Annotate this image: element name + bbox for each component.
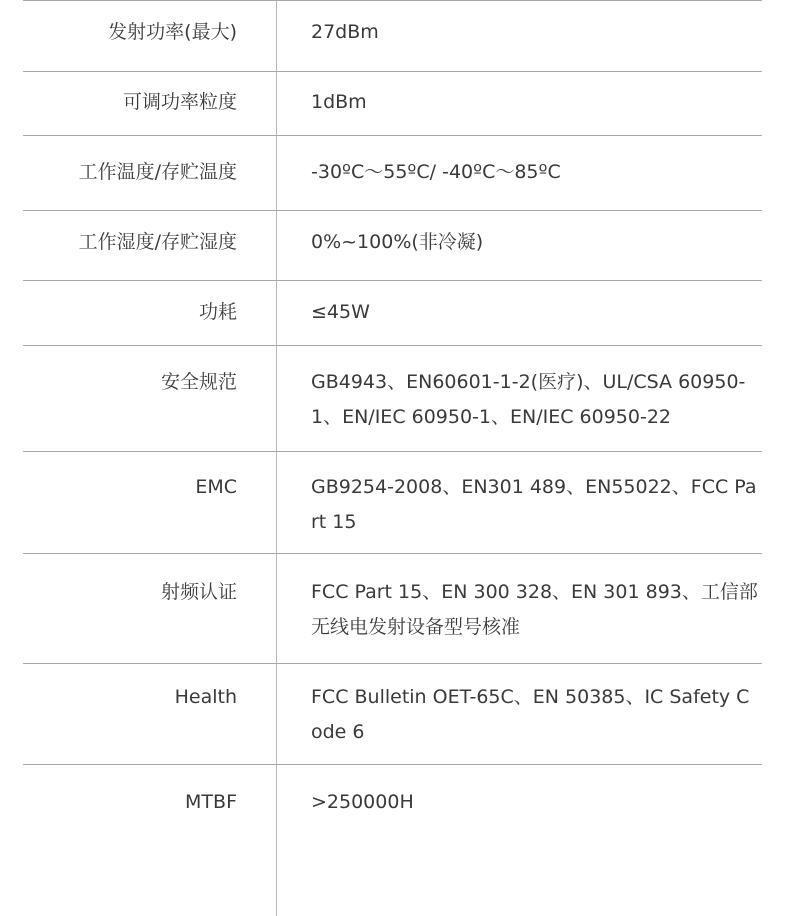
spec-label: 工作湿度/存贮湿度 — [78, 231, 237, 253]
spec-label: MTBF — [185, 791, 237, 813]
spec-value: 1dBm — [311, 91, 367, 113]
spec-label: EMC — [195, 476, 237, 498]
row-divider — [23, 553, 762, 554]
row-divider — [23, 663, 762, 664]
row-divider — [23, 280, 762, 281]
row-divider — [23, 71, 762, 72]
row-divider — [23, 0, 762, 1]
row-divider — [23, 135, 762, 136]
spec-label: 射频认证 — [160, 581, 237, 603]
spec-label: Health — [174, 686, 237, 708]
spec-value: ≤45W — [311, 301, 370, 323]
spec-value: 27dBm — [311, 21, 379, 43]
spec-value: >250000H — [311, 791, 414, 813]
row-divider — [23, 764, 762, 765]
spec-value: GB9254-2008、EN301 489、EN55022、FCC Part 15 — [311, 476, 757, 533]
row-divider — [23, 451, 762, 452]
spec-table — [23, 0, 762, 916]
spec-label: 发射功率(最大) — [108, 21, 237, 43]
spec-label: 安全规范 — [160, 371, 237, 393]
column-divider — [276, 0, 277, 916]
row-divider — [23, 210, 762, 211]
row-divider — [23, 345, 762, 346]
spec-value: GB4943、EN60601-1-2(医疗)、UL/CSA 60950-1、EN/IEC 60950-1、EN/IEC 60950-22 — [311, 371, 746, 428]
spec-value: FCC Part 15、EN 300 328、EN 301 893、工信部无线电发射设备型号核准 — [311, 581, 758, 638]
spec-label: 功耗 — [198, 301, 237, 323]
spec-value: -30ºC～55ºC/ -40ºC～85ºC — [311, 161, 561, 183]
spec-label: 可调功率粒度 — [122, 91, 237, 113]
spec-value: FCC Bulletin OET-65C、EN 50385、IC Safety Code 6 — [311, 686, 750, 743]
spec-value: 0%~100%(非冷凝) — [311, 231, 484, 253]
spec-label: 工作温度/存贮温度 — [78, 161, 237, 183]
